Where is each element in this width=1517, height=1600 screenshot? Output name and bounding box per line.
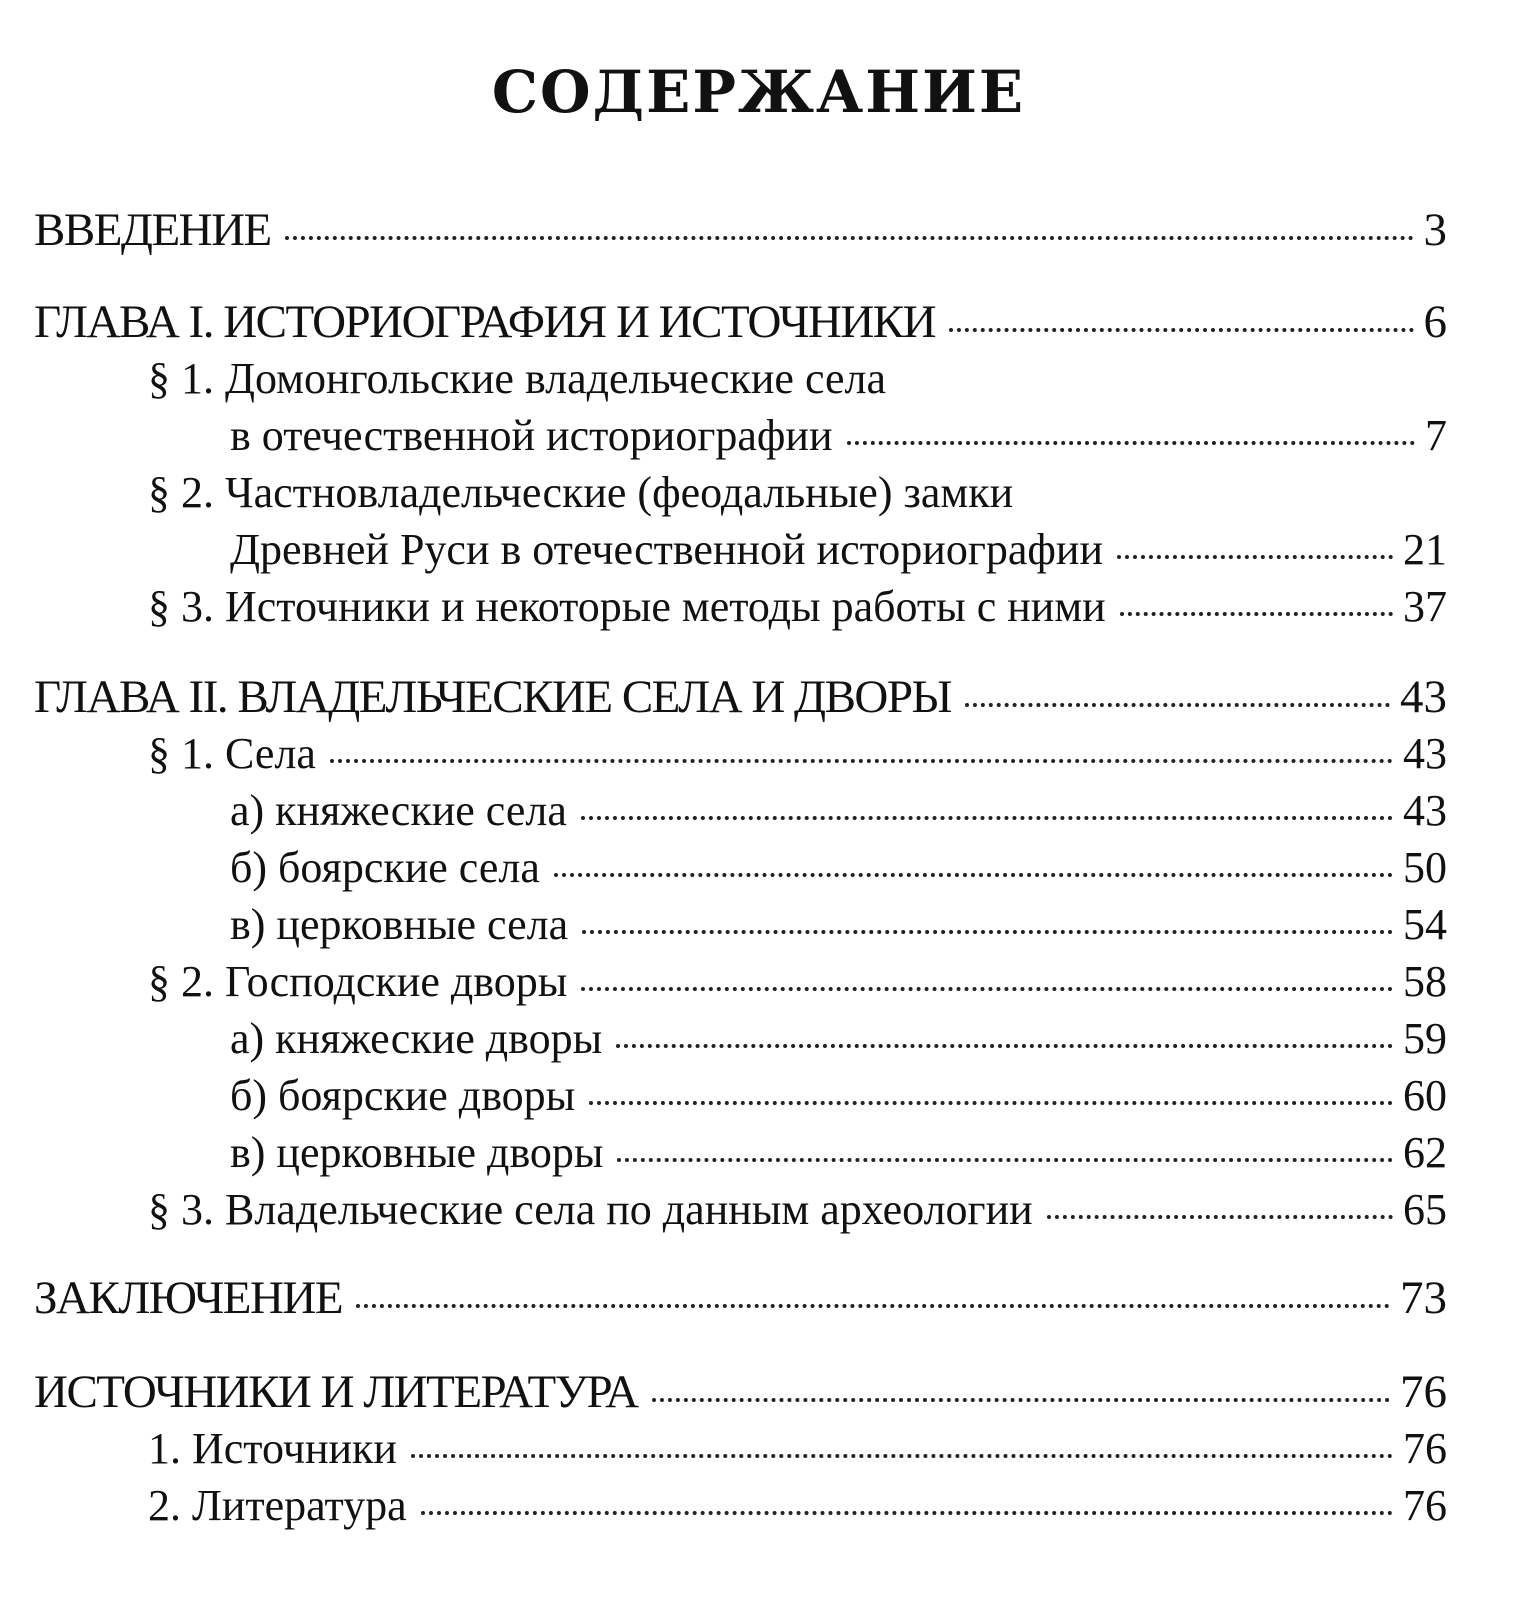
toc-page-number: 43 <box>1400 671 1447 723</box>
toc-entry-church-courts[interactable] <box>230 1123 1447 1183</box>
toc-entry-label: ВВЕДЕНИЕ <box>34 204 271 256</box>
dot-leader <box>965 703 1390 707</box>
toc-entry-label: § 2. Господские дворы <box>148 957 568 1006</box>
toc-entry-label: а) княжеские дворы <box>230 1014 603 1063</box>
toc-entry-chapter-1-section-1[interactable] <box>148 349 1447 409</box>
toc-entry-label: б) боярские дворы <box>230 1071 576 1120</box>
dot-leader <box>356 1304 1390 1308</box>
toc-page-number: 73 <box>1400 1272 1447 1324</box>
toc-entry-label: ГЛАВА I. ИСТОРИОГРАФИЯ И ИСТОЧНИКИ <box>34 296 936 348</box>
toc-entry-chapter-2[interactable] <box>34 667 1447 727</box>
toc-entry-label: ГЛАВА II. ВЛАДЕЛЬЧЕСКИЕ СЕЛА И ДВОРЫ <box>34 671 952 723</box>
toc-entry-label: б) боярские села <box>230 843 540 892</box>
dot-leader <box>1120 612 1393 616</box>
toc-page-number: 58 <box>1403 957 1447 1006</box>
toc-entry-label: в отечественной историографии <box>230 411 833 460</box>
dot-leader <box>617 1158 1393 1162</box>
toc-entry-chapter-1-section-3[interactable] <box>148 577 1447 637</box>
toc-entry-label: § 2. Частновладельческие (феодальные) замки <box>148 468 1014 517</box>
toc-entry-label: Древней Руси в отечественной историографии <box>230 525 1103 574</box>
toc-entry-conclusion[interactable] <box>34 1268 1447 1328</box>
toc-page-number: 43 <box>1403 729 1447 778</box>
toc-page-number: 43 <box>1403 786 1447 835</box>
dot-leader <box>421 1511 1393 1515</box>
dot-leader <box>847 441 1415 445</box>
toc-page-number: 62 <box>1403 1128 1447 1177</box>
toc-page-number: 54 <box>1403 900 1447 949</box>
toc-page-number: 60 <box>1403 1071 1447 1120</box>
toc-entry-introduction[interactable] <box>34 200 1447 260</box>
dot-leader <box>411 1454 1393 1458</box>
toc-entry-princely-courts[interactable] <box>230 1009 1447 1069</box>
dot-leader <box>285 236 1414 240</box>
toc-page-number: 76 <box>1403 1481 1447 1530</box>
dot-leader <box>949 328 1413 332</box>
toc-page-number: 3 <box>1423 204 1447 256</box>
dot-leader <box>652 1398 1390 1402</box>
toc-page-number: 50 <box>1403 843 1447 892</box>
toc-entry-chapter-1-section-1-cont[interactable] <box>230 406 1447 466</box>
toc-entry-literature[interactable] <box>148 1476 1447 1536</box>
toc-entry-label: 2. Литература <box>148 1481 407 1530</box>
toc-page-number: 6 <box>1423 296 1447 348</box>
toc-entry-label: 1. Источники <box>148 1424 397 1473</box>
toc-entry-chapter-2-section-2[interactable] <box>148 952 1447 1012</box>
dot-leader <box>330 759 1393 763</box>
toc-page-number: 59 <box>1403 1014 1447 1063</box>
toc-entry-chapter-2-section-3[interactable] <box>148 1180 1447 1240</box>
page-title: СОДЕРЖАНИЕ <box>491 58 1026 126</box>
toc-entry-chapter-2-section-1[interactable] <box>148 724 1447 784</box>
toc-entry-sources-and-literature[interactable] <box>34 1362 1447 1422</box>
toc-entry-label: § 3. Владельческие села по данным археологии <box>148 1185 1033 1234</box>
toc-entry-princely-villages[interactable] <box>230 781 1447 841</box>
toc-entry-label: а) княжеские села <box>230 786 567 835</box>
toc-entry-chapter-1-section-2[interactable] <box>148 463 1447 523</box>
toc-entry-chapter-1-section-2-cont[interactable] <box>230 520 1447 580</box>
toc-entry-label: § 1. Села <box>148 729 316 778</box>
dot-leader <box>581 987 1393 991</box>
toc-entry-boyar-villages[interactable] <box>230 838 1447 898</box>
toc-page-number: 37 <box>1403 582 1447 631</box>
dot-leader <box>616 1044 1393 1048</box>
dot-leader <box>1047 1215 1393 1219</box>
toc-entry-label: в) церковные дворы <box>230 1128 604 1177</box>
toc-entry-chapter-1[interactable] <box>34 292 1447 352</box>
toc-page-number: 7 <box>1425 411 1447 460</box>
toc-entry-label: § 1. Домонгольские владельческие села <box>148 354 887 403</box>
toc-page-number: 21 <box>1403 525 1447 574</box>
dot-leader <box>554 873 1393 877</box>
dot-leader <box>581 816 1393 820</box>
toc-page-number: 76 <box>1403 1424 1447 1473</box>
toc-page-number: 76 <box>1400 1366 1447 1418</box>
toc-entry-label: в) церковные села <box>230 900 569 949</box>
dot-leader <box>1117 555 1393 559</box>
toc-entry-sources[interactable] <box>148 1419 1447 1479</box>
toc-entry-church-villages[interactable] <box>230 895 1447 955</box>
dot-leader <box>582 930 1393 934</box>
dot-leader <box>589 1101 1393 1105</box>
toc-entry-label: ЗАКЛЮЧЕНИЕ <box>34 1272 343 1324</box>
toc-entry-label: ИСТОЧНИКИ И ЛИТЕРАТУРА <box>34 1366 638 1418</box>
toc-page-number: 65 <box>1403 1185 1447 1234</box>
toc-entry-label: § 3. Источники и некоторые методы работы с ними <box>148 582 1106 631</box>
toc-entry-boyar-courts[interactable] <box>230 1066 1447 1126</box>
